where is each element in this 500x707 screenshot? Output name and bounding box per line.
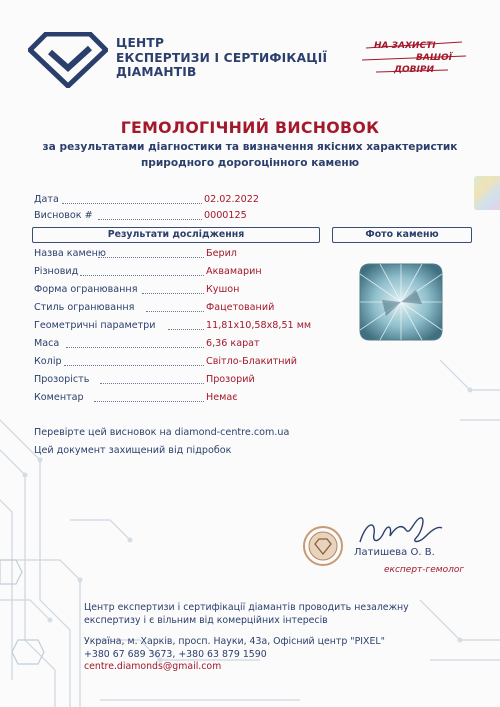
photo-header: Фото каменю: [332, 227, 472, 243]
hologram-icon: [474, 176, 500, 210]
result-row: [34, 356, 310, 370]
result-value: Світло-Блакитний: [206, 356, 298, 367]
result-label: Форма огранювання: [34, 284, 138, 295]
number-row: [34, 210, 310, 224]
result-value: Фацетований: [206, 302, 275, 313]
result-value: 6,36 карат: [206, 338, 260, 349]
disclaimer-line: експертизу і є вільним від комерційних інтересів: [84, 614, 328, 626]
stone-photo: [356, 260, 446, 344]
date-label: Дата: [34, 194, 59, 205]
result-row: [34, 284, 310, 298]
seal-icon: [302, 525, 344, 567]
number-label: Висновок #: [34, 210, 93, 221]
result-row: [34, 338, 310, 352]
slogan-line: НА ЗАХИСТІ: [374, 41, 436, 51]
footer-address: Україна, м. Харків, просп. Науки, 43а, Офісний центр "PIXEL": [84, 636, 385, 647]
slogan-line: ВАШОЇ: [416, 53, 452, 63]
date-value: 02.02.2022: [204, 194, 259, 205]
result-label: Колір: [34, 356, 62, 367]
disclaimer-line: Центр експертизи і сертифікації діамантів проводить незалежну: [84, 602, 409, 613]
footer-phones: +380 67 689 3673, +380 63 879 1590: [84, 648, 267, 660]
verify-line: [34, 427, 289, 438]
result-row: [34, 302, 310, 316]
result-value: Аквамарин: [206, 266, 262, 277]
signatory-role: експерт-гемолог: [384, 565, 465, 575]
footer-email[interactable]: centre.diamonds@gmail.com: [84, 661, 222, 673]
result-value: Прозорий: [206, 374, 255, 385]
result-label: Маса: [34, 338, 60, 349]
org-name-line: ЕКСПЕРТИЗИ І СЕРТИФІКАЦІЇ: [116, 50, 328, 65]
result-row: [34, 392, 310, 406]
document-title: ГЕМОЛОГІЧНИЙ ВИСНОВОК: [120, 118, 380, 137]
result-row: [34, 320, 310, 334]
result-label: Стиль огранювання: [34, 302, 135, 313]
result-row: [34, 374, 310, 388]
result-value: 11,81x10,58x8,51 мм: [206, 320, 312, 331]
document-subtitle: [0, 139, 500, 171]
result-row: [34, 248, 310, 262]
slogan-line: ДОВІРИ: [394, 65, 435, 75]
result-label: Коментар: [34, 392, 84, 403]
org-name: [116, 36, 327, 80]
verify-link[interactable]: diamond-centre.com.ua: [174, 427, 290, 438]
footer-contacts: [84, 636, 385, 674]
result-value: Кушон: [206, 284, 240, 295]
result-label: Геометричні параметри: [34, 320, 156, 331]
subtitle-line: за результатами діагностики та визначення якісних характеристик: [42, 141, 458, 153]
signature: [356, 512, 446, 550]
result-value: Берил: [206, 248, 237, 259]
verify-text: Перевірте цей висновок на: [34, 427, 175, 438]
org-name-line: ЦЕНТР: [116, 36, 165, 50]
diamond-logo-icon: [28, 32, 108, 88]
signatory-name: Латишева О. В.: [354, 547, 435, 558]
number-value: 0000125: [204, 210, 247, 221]
protection-note: Цей документ захищений від підробок: [34, 445, 232, 456]
result-label: Назва каменю: [34, 248, 106, 259]
slogan: [358, 34, 470, 84]
org-name-line: ДІАМАНТІВ: [116, 65, 197, 80]
result-label: Різновид: [34, 266, 79, 277]
results-header: Результати дослідження: [32, 227, 320, 243]
footer-disclaimer: [84, 602, 409, 627]
result-value: Немає: [206, 392, 238, 403]
result-row: [34, 266, 310, 280]
date-row: [34, 194, 310, 208]
subtitle-line: природного дорогоцінного каменю: [140, 157, 360, 169]
result-label: Прозорість: [34, 374, 90, 385]
